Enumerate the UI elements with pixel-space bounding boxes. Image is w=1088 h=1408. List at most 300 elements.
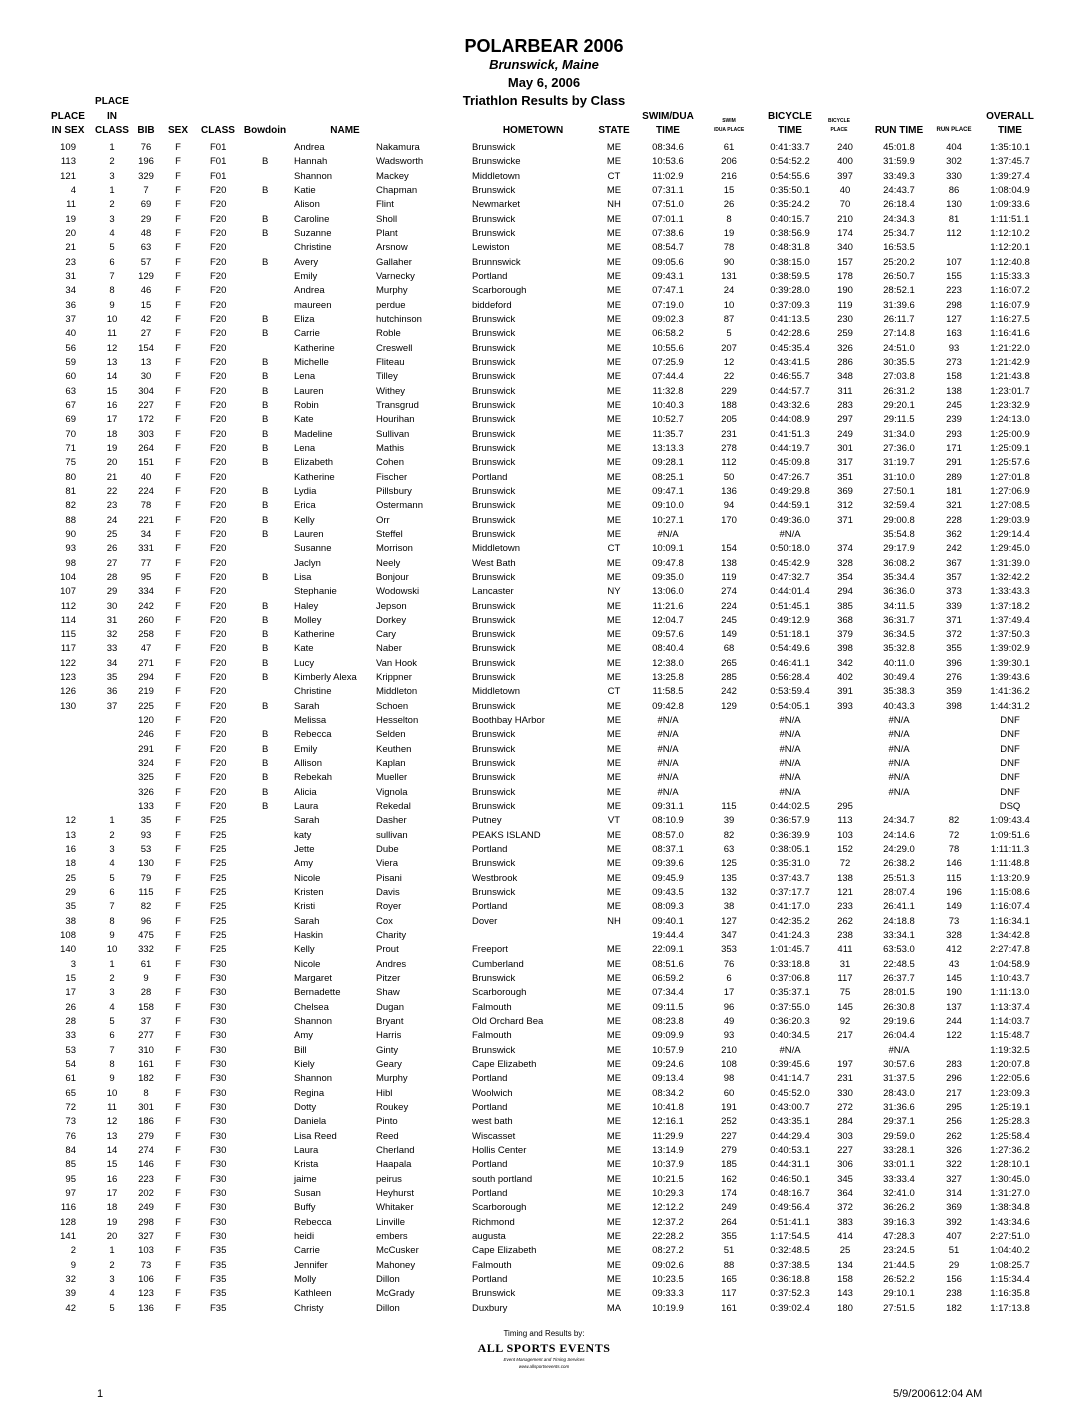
place-in-sex-cell: 108 — [60, 930, 76, 942]
bib-cell: 151 — [138, 457, 154, 469]
sex-cell: F — [175, 1030, 181, 1042]
hometown-cell: Putney — [472, 815, 502, 827]
place-in-class-cell: 7 — [109, 1044, 115, 1056]
hometown-cell: Brunswick — [472, 528, 516, 540]
overall-time-cell: 1:15:08.6 — [990, 887, 1030, 899]
run-time-cell: 29:20.1 — [883, 399, 915, 411]
overall-time-cell: DNF — [1000, 786, 1020, 798]
first-name-cell: Stephanie — [294, 586, 337, 598]
state-cell: ME — [606, 1230, 622, 1242]
bib-cell: 326 — [138, 786, 154, 798]
hometown-cell: Cape Elizabeth — [472, 1059, 537, 1070]
hometown-cell: Middletown — [472, 543, 521, 555]
first-name-cell: Andrea — [294, 142, 325, 153]
state-cell: ME — [606, 1073, 622, 1085]
first-name-cell: Kristen — [294, 887, 324, 899]
bib-cell: 37 — [140, 1016, 152, 1028]
swim-time-cell: 06:59.2 — [652, 973, 684, 985]
swim-time-cell: 10:40.3 — [652, 399, 684, 411]
bicycle-time-cell: 0:44:59.1 — [770, 500, 810, 512]
place-in-sex-cell: 16 — [65, 844, 76, 856]
place-in-class-cell: 5 — [109, 242, 115, 254]
state-cell: ME — [606, 156, 622, 168]
swim-time-cell: 10:52.7 — [652, 414, 684, 426]
state-cell: ME — [606, 786, 622, 798]
result-row — [0, 1158, 1088, 1172]
sex-cell: F — [175, 1059, 181, 1070]
run-time-cell: 47:28.3 — [883, 1230, 915, 1242]
overall-time-cell: 1:21:42.9 — [990, 356, 1030, 368]
run-place-cell: 276 — [946, 672, 962, 684]
sex-cell: F — [175, 528, 181, 540]
sex-cell: F — [175, 729, 181, 741]
place-in-sex-cell: 26 — [65, 1001, 76, 1013]
state-cell: ME — [606, 1288, 622, 1300]
result-row — [0, 514, 1088, 528]
first-name-cell: Katie — [294, 184, 316, 196]
result-row — [0, 929, 1088, 943]
state-cell: CT — [607, 686, 621, 698]
overall-time-cell: 1:29:45.0 — [990, 543, 1030, 555]
swim-place-cell: 242 — [721, 686, 737, 698]
first-name-cell: Regina — [294, 1087, 325, 1099]
swim-time-cell: 09:43.1 — [652, 270, 684, 282]
result-row — [0, 241, 1088, 255]
swim-time-cell: 22:28.2 — [652, 1230, 684, 1242]
swim-time-cell: 07:25.9 — [652, 356, 684, 368]
bib-cell: 29 — [140, 213, 152, 225]
swim-time-cell: 07:38.6 — [652, 227, 684, 239]
place-in-class-cell: 7 — [109, 270, 115, 282]
result-row — [0, 1259, 1088, 1273]
swim-time-cell: 07:19.0 — [652, 299, 684, 311]
class-cell: F20 — [210, 614, 227, 626]
result-row — [0, 943, 1088, 957]
swim-place-cell: 76 — [723, 958, 735, 970]
place-in-class-cell: 30 — [106, 600, 118, 612]
sex-cell: F — [175, 657, 181, 669]
swim-place-cell: 132 — [721, 887, 737, 899]
bib-cell: 106 — [138, 1273, 154, 1285]
run-place-cell: 81 — [948, 213, 960, 225]
place-in-sex-cell: 98 — [65, 557, 76, 569]
place-in-class-cell: 15 — [106, 385, 118, 397]
swim-place-cell: 61 — [723, 142, 735, 153]
hometown-cell: Portland — [472, 1159, 508, 1171]
run-place-cell: 112 — [946, 227, 962, 239]
bicycle-place-cell: 364 — [837, 1187, 853, 1199]
place-in-class-cell: 1 — [109, 1245, 115, 1257]
swim-place-cell: 224 — [721, 600, 737, 612]
run-time-cell: 36:26.2 — [883, 1202, 915, 1214]
state-cell: ME — [606, 1030, 622, 1042]
sex-cell: F — [175, 199, 181, 211]
hometown-cell: Brunswick — [472, 442, 516, 454]
first-name-cell: Elizabeth — [294, 457, 334, 469]
run-time-cell: 28:01.5 — [883, 987, 915, 999]
bowdoin-cell: B — [262, 500, 269, 512]
bicycle-time-cell: 0:36:57.9 — [770, 815, 810, 827]
bicycle-time-cell: 0:41:13.5 — [770, 313, 810, 325]
place-in-class-cell: 5 — [109, 872, 115, 884]
overall-time-cell: 1:25:00.9 — [990, 428, 1030, 440]
run-place-cell: 273 — [946, 356, 962, 368]
swim-time-cell: 10:55.6 — [652, 342, 684, 354]
sex-cell: F — [175, 500, 181, 512]
place-in-class-cell: 21 — [106, 471, 118, 483]
bowdoin-cell: B — [262, 600, 269, 612]
swim-time-cell: 09:35.0 — [652, 571, 684, 583]
result-row — [0, 1173, 1088, 1187]
last-name-cell: Haapala — [376, 1159, 412, 1171]
first-name-cell: Susan — [294, 1187, 321, 1199]
class-cell: F30 — [210, 1130, 227, 1142]
first-name-cell: Laura — [294, 1144, 319, 1156]
swim-place-cell: 216 — [721, 170, 737, 182]
swim-time-cell: 07:44.4 — [652, 371, 684, 383]
overall-time-cell: 1:23:09.3 — [990, 1087, 1030, 1099]
swim-time-cell: 12:12.2 — [652, 1202, 684, 1214]
place-in-sex-cell: 18 — [65, 858, 76, 870]
last-name-cell: Andres — [376, 958, 407, 970]
first-name-cell: Molly — [294, 1273, 317, 1285]
first-name-cell: katy — [294, 829, 312, 841]
bicycle-time-cell: 0:44:19.7 — [770, 442, 810, 454]
last-name-cell: Steffel — [376, 528, 403, 540]
place-in-sex-cell: 109 — [60, 142, 76, 153]
hometown-cell: Brunswick — [472, 973, 516, 985]
bicycle-time-cell: 0:38:05.1 — [770, 844, 810, 856]
hometown-cell: Falmouth — [472, 1030, 512, 1042]
overall-time-cell: 1:28:10.1 — [990, 1159, 1030, 1171]
swim-time-cell: 10:53.6 — [652, 156, 684, 168]
run-time-cell: 33:33.4 — [883, 1173, 915, 1185]
run-place-cell: 228 — [946, 514, 962, 526]
place-in-sex-cell: 60 — [65, 371, 76, 383]
swim-place-cell: 51 — [723, 1245, 735, 1257]
bowdoin-cell: B — [262, 643, 269, 655]
bicycle-time-cell: #N/A — [779, 743, 801, 755]
bicycle-place-cell: 312 — [837, 500, 853, 512]
place-in-sex-cell: 65 — [65, 1087, 76, 1099]
place-in-sex-cell: 130 — [60, 700, 76, 712]
run-time-cell: 27:50.1 — [883, 485, 915, 497]
overall-time-cell: DNF — [1000, 729, 1020, 741]
last-name-cell: sullivan — [376, 829, 408, 841]
header-run-place: RUN PLACE — [936, 127, 972, 133]
place-in-sex-cell: 95 — [65, 1173, 76, 1185]
state-cell: ME — [606, 629, 622, 641]
sex-cell: F — [175, 1202, 181, 1214]
last-name-cell: Bonjour — [376, 571, 409, 583]
run-time-cell: 24:51.0 — [883, 342, 915, 354]
first-name-cell: Haskin — [294, 930, 324, 942]
place-in-class-cell: 20 — [106, 457, 118, 469]
last-name-cell: Wodowski — [376, 586, 420, 598]
bicycle-time-cell: 0:49:56.4 — [770, 1202, 810, 1214]
state-cell: ME — [606, 571, 622, 583]
bowdoin-cell: B — [262, 385, 269, 397]
class-cell: F20 — [210, 557, 227, 569]
first-name-cell: Hannah — [294, 156, 328, 168]
swim-time-cell: 09:28.1 — [652, 457, 684, 469]
bib-cell: 154 — [138, 342, 154, 354]
bib-cell: 329 — [138, 170, 154, 182]
swim-place-cell: 117 — [721, 1288, 737, 1300]
class-cell: F20 — [210, 758, 227, 770]
place-in-class-cell: 3 — [109, 987, 115, 999]
header-bicycle-time-top: BICYCLE — [768, 111, 812, 122]
swim-time-cell: 08:51.6 — [652, 958, 684, 970]
place-in-class-cell: 36 — [106, 686, 118, 698]
place-in-sex-cell: 115 — [60, 629, 76, 641]
last-name-cell: Selden — [376, 729, 406, 741]
place-in-sex-cell: 128 — [60, 1216, 76, 1228]
run-time-cell: #N/A — [888, 786, 910, 798]
result-row — [0, 270, 1088, 284]
hometown-cell: Brunswick — [472, 786, 516, 798]
swim-place-cell: 88 — [723, 1259, 735, 1271]
place-in-sex-cell: 121 — [60, 170, 76, 182]
hometown-cell: Brunswick — [472, 428, 516, 440]
swim-time-cell: 08:54.7 — [652, 242, 684, 254]
bicycle-place-cell: 374 — [837, 543, 853, 555]
hometown-cell: Lewiston — [472, 242, 510, 254]
bicycle-time-cell: 0:37:06.8 — [770, 973, 810, 985]
overall-time-cell: 1:15:33.3 — [990, 270, 1030, 282]
last-name-cell: Tilley — [376, 371, 398, 383]
swim-time-cell: 08:09.3 — [652, 901, 684, 913]
bicycle-place-cell: 397 — [837, 170, 853, 182]
hometown-cell: Portland — [472, 901, 508, 913]
sex-cell: F — [175, 227, 181, 239]
bicycle-place-cell: 272 — [837, 1101, 853, 1113]
place-in-sex-cell: 80 — [65, 471, 76, 483]
bib-cell: 182 — [138, 1073, 154, 1085]
overall-time-cell: 2:27:51.0 — [990, 1230, 1030, 1242]
last-name-cell: Vignola — [376, 786, 408, 798]
sex-cell: F — [175, 786, 181, 798]
place-in-class-cell: 3 — [109, 213, 115, 225]
last-name-cell: Keuthen — [376, 743, 412, 755]
last-name-cell: McCusker — [376, 1245, 419, 1257]
overall-time-cell: 1:34:42.8 — [990, 930, 1030, 942]
sex-cell: F — [175, 614, 181, 626]
swim-time-cell: 08:57.0 — [652, 829, 684, 841]
bib-cell: 27 — [140, 328, 152, 340]
swim-place-cell: 6 — [726, 973, 732, 985]
state-cell: NY — [607, 586, 621, 598]
run-place-cell: 73 — [948, 915, 960, 927]
bib-cell: 73 — [140, 1259, 152, 1271]
overall-time-cell: 1:04:58.9 — [990, 958, 1030, 970]
bicycle-time-cell: #N/A — [779, 729, 801, 741]
last-name-cell: Nakamura — [376, 142, 420, 153]
run-place-cell: 328 — [946, 930, 962, 942]
place-in-sex-cell: 140 — [60, 944, 76, 956]
last-name-cell: Hibl — [376, 1087, 393, 1099]
sex-cell: F — [175, 1073, 181, 1085]
run-time-cell: 29:19.6 — [883, 1016, 915, 1028]
last-name-cell: Cox — [376, 915, 393, 927]
bib-cell: 69 — [140, 199, 152, 211]
swim-place-cell: 10 — [723, 299, 735, 311]
swim-place-cell: 63 — [723, 844, 735, 856]
result-row — [0, 456, 1088, 470]
result-row — [0, 184, 1088, 198]
first-name-cell: Eliza — [294, 313, 315, 325]
class-cell: F30 — [210, 1187, 227, 1199]
overall-time-cell: 1:27:36.2 — [990, 1144, 1030, 1156]
bowdoin-cell: B — [262, 442, 269, 454]
hometown-cell: Brunswick — [472, 313, 516, 325]
first-name-cell: Christy — [294, 1302, 324, 1314]
last-name-cell: Cohen — [376, 457, 404, 469]
overall-time-cell: 1:16:07.9 — [990, 299, 1030, 311]
place-in-class-cell: 18 — [106, 1202, 118, 1214]
swim-time-cell: #N/A — [657, 743, 679, 755]
swim-time-cell: 11:21.6 — [652, 600, 684, 612]
sex-cell: F — [175, 858, 181, 870]
result-row — [0, 700, 1088, 714]
run-place-cell: 238 — [946, 1288, 962, 1300]
run-place-cell: 407 — [946, 1230, 962, 1242]
result-row — [0, 614, 1088, 628]
swim-time-cell: 12:37.2 — [652, 1216, 684, 1228]
run-time-cell: 36:34.5 — [883, 629, 915, 641]
last-name-cell: Naber — [376, 643, 402, 655]
run-time-cell: #N/A — [888, 715, 910, 727]
bicycle-time-cell: 0:37:43.7 — [770, 872, 810, 884]
place-in-sex-cell: 11 — [66, 199, 76, 211]
sex-cell: F — [175, 256, 181, 268]
bicycle-place-cell: 351 — [837, 471, 853, 483]
sex-cell: F — [175, 184, 181, 196]
run-time-cell: 22:48.5 — [883, 958, 915, 970]
hometown-cell: Duxbury — [472, 1302, 508, 1314]
first-name-cell: Andrea — [294, 285, 325, 297]
state-cell: ME — [606, 1116, 622, 1128]
place-in-sex-cell: 23 — [65, 256, 76, 268]
place-in-sex-cell: 81 — [65, 485, 76, 497]
run-time-cell: 34:11.5 — [883, 600, 915, 612]
first-name-cell: Kathleen — [294, 1288, 332, 1300]
run-place-cell: 158 — [946, 371, 962, 383]
place-in-sex-cell: 93 — [65, 543, 76, 555]
class-cell: F20 — [210, 299, 227, 311]
result-row — [0, 1087, 1088, 1101]
first-name-cell: Amy — [294, 1030, 313, 1042]
place-in-sex-cell: 53 — [65, 1044, 76, 1056]
swim-time-cell: 09:11.5 — [652, 1001, 684, 1013]
run-time-cell: 26:52.2 — [883, 1273, 915, 1285]
header-place-in-sex-top: PLACE — [51, 111, 85, 122]
bicycle-time-cell: 0:40:34.5 — [770, 1030, 810, 1042]
hometown-cell: Brunswick — [472, 887, 516, 899]
bicycle-place-cell: 197 — [837, 1059, 853, 1070]
class-cell: F20 — [210, 414, 227, 426]
swim-time-cell: 13:25.8 — [652, 672, 684, 684]
bicycle-place-cell: 210 — [837, 213, 853, 225]
bicycle-time-cell: 0:48:16.7 — [770, 1187, 810, 1199]
bib-cell: 249 — [138, 1202, 154, 1214]
run-place-cell: 302 — [946, 156, 962, 168]
bicycle-time-cell: 0:43:41.5 — [770, 356, 810, 368]
swim-time-cell: 06:58.2 — [652, 328, 684, 340]
place-in-class-cell: 16 — [106, 399, 118, 411]
bowdoin-cell: B — [262, 528, 269, 540]
bib-cell: 28 — [140, 987, 152, 999]
run-place-cell: 372 — [946, 629, 962, 641]
run-time-cell: 28:43.0 — [883, 1087, 915, 1099]
swim-time-cell: 11:32.8 — [652, 385, 684, 397]
sex-cell: F — [175, 672, 181, 684]
swim-place-cell: 49 — [723, 1016, 735, 1028]
run-place-cell: 373 — [946, 586, 962, 598]
swim-place-cell: 278 — [721, 442, 737, 454]
bicycle-time-cell: 0:53:59.4 — [770, 686, 810, 698]
bicycle-place-cell: 385 — [837, 600, 853, 612]
place-in-sex-cell: 90 — [65, 528, 76, 540]
bicycle-place-cell: 297 — [837, 414, 853, 426]
place-in-sex-cell: 73 — [65, 1116, 76, 1128]
header-place-top: PLACE — [95, 96, 129, 107]
swim-place-cell: 135 — [721, 872, 737, 884]
bicycle-place-cell: 92 — [839, 1016, 851, 1028]
swim-place-cell: 98 — [723, 1073, 735, 1085]
state-cell: ME — [606, 457, 622, 469]
first-name-cell: Katherine — [294, 629, 335, 641]
bib-cell: 186 — [138, 1116, 154, 1128]
class-cell: F35 — [210, 1302, 227, 1314]
run-place-cell: 369 — [946, 1202, 962, 1214]
run-place-cell: 181 — [946, 485, 962, 497]
last-name-cell: Murphy — [376, 285, 408, 297]
state-cell: ME — [606, 600, 622, 612]
place-in-class-cell: 34 — [106, 657, 118, 669]
overall-time-cell: 1:25:58.4 — [990, 1130, 1030, 1142]
company-tagline: Event Management and Timing Services — [503, 1357, 585, 1362]
overall-time-cell: 1:31:27.0 — [990, 1187, 1030, 1199]
header-bicycle-time-bottom: TIME — [778, 125, 802, 136]
place-in-class-cell: 27 — [106, 557, 118, 569]
sex-cell: F — [175, 1044, 181, 1056]
class-cell: F30 — [210, 1101, 227, 1113]
hometown-cell: Brunswick — [472, 643, 516, 655]
place-in-sex-cell: 9 — [70, 1259, 76, 1271]
bicycle-place-cell: 190 — [837, 285, 853, 297]
result-row — [0, 1201, 1088, 1215]
hometown-cell: Freeport — [472, 944, 508, 956]
hometown-cell: Brunswick — [472, 1288, 516, 1300]
bib-cell: 327 — [138, 1230, 154, 1242]
hometown-cell: Boothbay HArbor — [472, 715, 545, 727]
run-place-cell: 314 — [946, 1187, 962, 1199]
state-cell: ME — [606, 772, 622, 784]
last-name-cell: Dorkey — [376, 614, 407, 626]
hometown-cell: Brunswick — [472, 758, 516, 770]
last-name-cell: perdue — [376, 299, 406, 311]
bib-cell: 242 — [138, 600, 154, 612]
place-in-class-cell: 35 — [106, 672, 118, 684]
hometown-cell: augusta — [472, 1230, 506, 1242]
last-name-cell: Ginty — [376, 1044, 399, 1056]
last-name-cell: Mahoney — [376, 1259, 416, 1271]
run-place-cell: 43 — [948, 958, 960, 970]
bicycle-place-cell: 301 — [837, 442, 853, 454]
bicycle-time-cell: 0:44:29.4 — [770, 1130, 810, 1142]
first-name-cell: Robin — [294, 399, 319, 411]
